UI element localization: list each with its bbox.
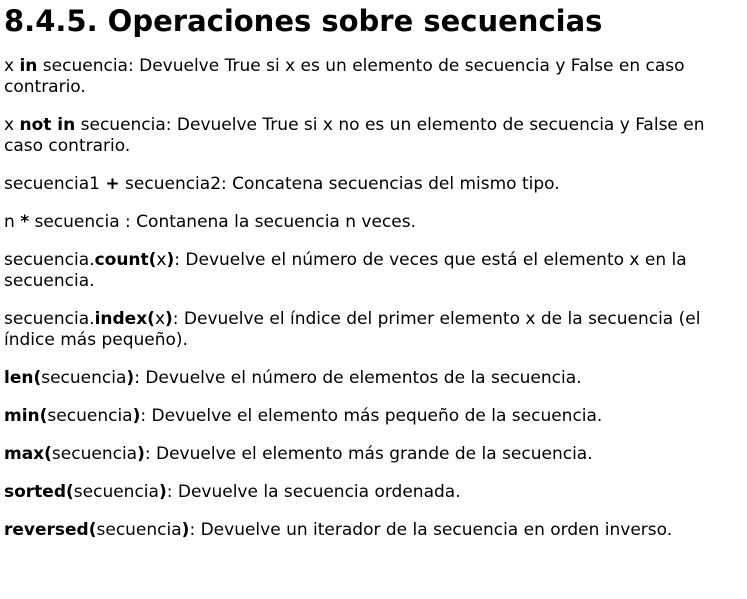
operation-text: x (154, 309, 165, 329)
operation-keyword: * (20, 212, 30, 232)
operation-keyword: + (105, 174, 120, 194)
operation-text: secuencia: Devuelve True si x es un elemento de secuencia y False en caso contrario. (4, 56, 685, 97)
operation-keyword: max( (4, 444, 52, 464)
operation-text: secuencia (47, 406, 133, 426)
operation-item (4, 174, 739, 195)
operation-text: secuencia2: Concatena secuencias del mismo tipo. (119, 174, 560, 194)
operation-keyword: sorted( (4, 482, 74, 502)
operation-item (4, 482, 739, 503)
operation-text: x (4, 56, 20, 76)
operation-text: secuencia (73, 482, 159, 502)
operation-item (4, 309, 739, 351)
operation-text: secuencia (96, 520, 182, 540)
operation-keyword: ) (158, 482, 167, 502)
operation-keyword: ) (137, 444, 145, 464)
operation-text: : Devuelve un iterador de la secuencia en orden inverso. (189, 520, 673, 540)
operation-text: secuencia (41, 368, 127, 388)
operation-keyword: ) (181, 520, 190, 540)
operation-keyword: ) (132, 406, 141, 426)
operation-text: secuencia (51, 444, 138, 464)
operation-text: secuencia. (4, 309, 95, 329)
operation-text: x (156, 250, 167, 270)
operation-keyword: ) (165, 309, 173, 329)
operation-keyword: index( (94, 309, 155, 329)
operation-item (4, 406, 739, 427)
operation-keyword: ) (166, 250, 175, 270)
operation-item (4, 368, 739, 389)
operation-item (4, 250, 739, 292)
operation-text: secuencia1 (4, 174, 106, 194)
page-title: 8.4.5. Operaciones sobre secuencias (4, 4, 603, 38)
operation-text: : Devuelve la secuencia ordenada. (166, 482, 461, 502)
operation-text: n (4, 212, 21, 232)
operation-text: secuencia. (4, 250, 95, 270)
operation-text: : Devuelve el elemento más pequeño de la secuencia. (140, 406, 603, 426)
operations-list (4, 56, 743, 541)
operation-text: : Devuelve el número de elementos de la secuencia. (134, 368, 582, 388)
operation-item (4, 212, 739, 233)
operation-text: secuencia: Devuelve True si x no es un elemento de secuencia y False en caso contrario. (4, 115, 705, 156)
operation-text: secuencia : Contanena la secuencia n veces. (29, 212, 417, 232)
operation-item (4, 520, 739, 541)
operation-keyword: ) (126, 368, 135, 388)
operation-text: x (4, 115, 20, 135)
operation-text: : Devuelve el índice del primer elemento x de la secuencia (el índice más pequeño). (4, 309, 701, 350)
operation-text: : Devuelve el número de veces que está el elemento x en la secuencia. (4, 250, 687, 291)
operation-keyword: min( (4, 406, 48, 426)
operation-keyword: not in (19, 115, 76, 135)
operation-keyword: reversed( (4, 520, 97, 540)
operation-item (4, 115, 739, 157)
operation-keyword: len( (4, 368, 42, 388)
operation-item (4, 56, 739, 98)
operation-keyword: count( (94, 250, 157, 270)
operation-text: : Devuelve el elemento más grande de la secuencia. (144, 444, 593, 464)
operation-item (4, 444, 739, 465)
operation-keyword: in (19, 56, 38, 76)
